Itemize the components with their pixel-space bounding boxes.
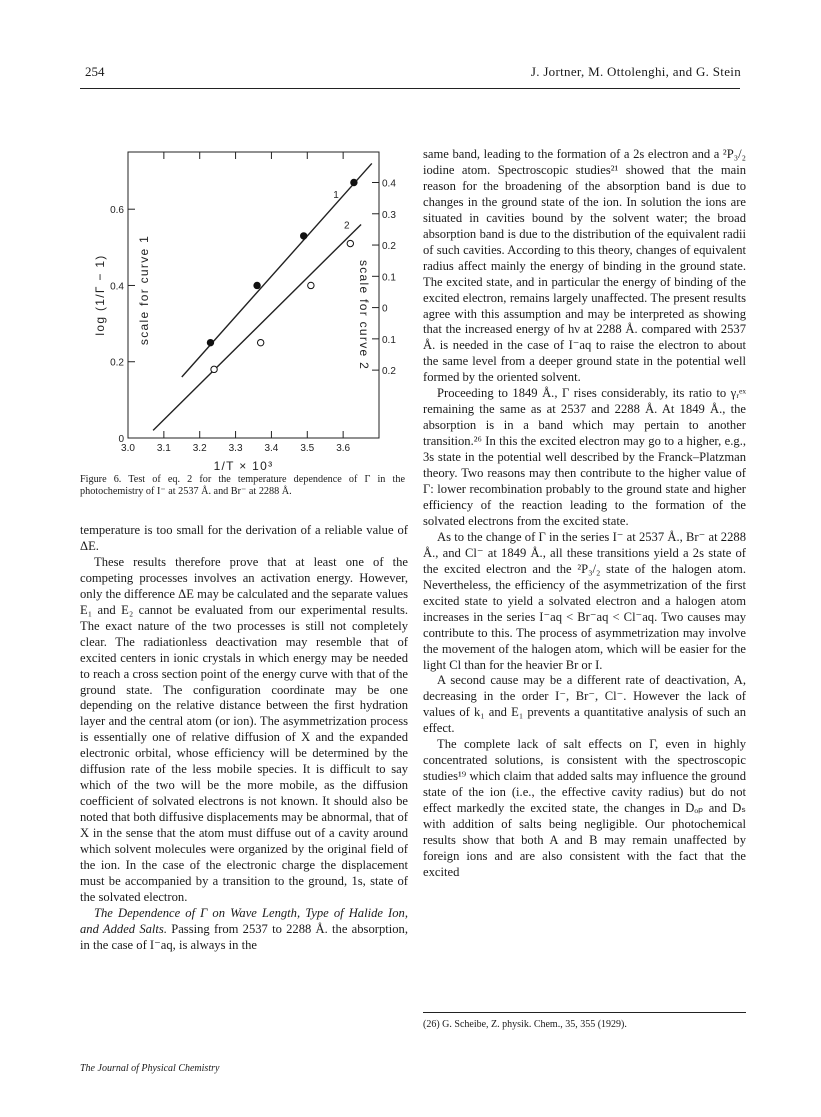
paragraph: Proceeding to 1849 Å., Γ rises considerably, its ratio to γᵣᵉˣ remaining the same as at 2537 and 2288 Å. At 1849 Å., the absorption is in a band which may pertain to another transition.²⁶ In this the excited electron may go to a higher, e.g., 3s state in the potential well described by the Franck–Platzman theory. Two reasons may then contribute to the higher value of Γ: lower recombination probably to the ground state and higher efficiency of the reaction leading to the formation of the solvated electrons from the excited state.: [423, 386, 746, 528]
y-tick-label: 0.4: [110, 281, 124, 293]
right-tick-label: 0: [382, 303, 388, 315]
page-number: 254: [85, 64, 105, 79]
right-tick-label: 0.2: [382, 241, 396, 253]
curve1-scale-label: scale for curve 1: [137, 234, 151, 346]
plot-frame: [128, 152, 379, 438]
x-tick-label: 3.3: [228, 443, 243, 454]
y-tick-label: 0: [118, 434, 124, 445]
right-tick-label: 0.4: [382, 178, 396, 190]
data-point-2: [347, 240, 353, 246]
journal-footer: The Journal of Physical Chemistry: [80, 1063, 220, 1074]
data-point-1: [254, 282, 260, 288]
x-tick-label: 3.2: [192, 443, 207, 454]
caption-label: Figure 6.: [80, 474, 122, 485]
curve2-scale-label: scale for curve 2: [357, 259, 371, 371]
right-column: [423, 147, 746, 881]
paragraph: A second cause may be a different rate of deactivation, A, decreasing in the order I⁻, Br⁻, Cl⁻. However the lack of values of k₁ and E₁ prevents a quantitative analysis of such an effect.: [423, 673, 746, 736]
right-tick-label: 0.2: [382, 366, 396, 378]
paragraph: As to the change of Γ in the series I⁻ at 2537 Å., Br⁻ at 2288 Å., and Cl⁻ at 1849 Å., all these transitions yield a 2s state of the excited electron and the ²P₃/₂ state of the halogen atom. Nevertheless, the efficiency of the asymmetrization of the first excited state to yield a solvated electron and a halogen atom increases in the series I⁻aq < Br⁻aq < Cl⁻aq. Two causes may contribute to this. The process of asymmetrization may involve the movement of the halogen atom, which will be easier for the light Cl than for the heavier Br or I.: [423, 529, 746, 672]
data-point-1: [351, 179, 357, 185]
x-axis-label: 1/T × 10³: [213, 459, 274, 473]
paragraph: temperature is too small for the derivation of a reliable value of ΔE.: [80, 523, 408, 553]
x-tick-label: 3.0: [121, 443, 135, 454]
fit-line-2: [153, 224, 361, 430]
paragraph: The complete lack of salt effects on Γ, even in highly concentrated solutions, is consistent with the spectroscopic studies¹⁹ which claim that added salts may influence the ground state of the ion (i.e., the effective cavity radius) but do not effect markedly the excited state, the changes in Dₒₚ and Dₛ with addition of salts being negligible. Our photochemical results show that both A and B may remain unaffected by foreign ions and are also consistent with the fact that the excited: [423, 737, 746, 879]
figure-6-chart: [80, 140, 405, 475]
x-tick-label: 3.1: [156, 443, 171, 454]
y-tick-label: 0.6: [110, 205, 124, 217]
paragraph: These results therefore prove that at least one of the competing processes involves an activation energy. However, only the difference ΔE may be calculated and the separate values E₁ and E₂ cannot be evaluated from our experimental results. The exact nature of the two processes is still not completely clear. The radiationless deactivation may resemble that of excited centers in ionic crystals in which energy may be needed to reach a cross section point of the energy curve with that of the ground state. The configuration coordinate may be one depending on the relative distance between the first hydration layer and the central atom (or ion). The asymmetrization process is essentially one of relative diffusion of X and the expanded electronic orbital, whose efficiency will be determined by the diffusion rate of the less mobile species. It is difficult to say which of the two will be the more mobile, as the diffusion coefficient of solvated electrons is not known. It should also be noted that both diffusive displacements may be abnormal, that of X in the sense that the atom must diffuse out of a cavity around which solvent molecules were organized by the original field of the ion. In the case of the electronic charge the displacement must be accompanied by a transition to the ground, 1s, state of the solvated electron.: [80, 554, 408, 904]
data-point-2: [257, 339, 263, 345]
running-head: J. Jortner, M. Ottolenghi, and G. Stein: [530, 64, 741, 79]
y-tick-label: 0.2: [110, 357, 124, 369]
footnote-rule: [423, 1012, 746, 1013]
series-label-1: 1: [333, 189, 339, 201]
data-point-2: [211, 366, 217, 372]
section-heading: The Dependence of Γ on Wave Length, Type of Halide Ion, and Added Salts.: [80, 905, 408, 936]
y-axis-label: log (1/Γ − 1): [93, 254, 107, 336]
x-tick-label: 3.5: [300, 443, 315, 454]
x-tick-label: 3.6: [336, 443, 351, 454]
data-point-1: [207, 339, 213, 345]
caption-text: Test of eq. 2 for the temperature dependence of Γ in the photochemistry of I⁻ at 2537 Å. and Br⁻ at 2288 Å.: [80, 474, 405, 498]
right-tick-label: 0.3: [382, 209, 396, 221]
right-tick-label: 0.1: [382, 334, 396, 346]
x-tick-label: 3.4: [264, 443, 279, 454]
paragraph: same band, leading to the formation of a 2s electron and a ²P₃/₂ iodine atom. Spectroscopic studies²¹ showed that the main reason for the broadening of the absorption band is due to changes in the ground state of the ion. In solution the ions are situated in cavities bound by the solvent water; the broad absorption band is due to the distribution of the equivalent radii of such cavities. According to this theory, changes of equivalent radius affect mainly the energy of binding in the ground state. The excited state, and in particular the energy of binding of the excited electron, remains largely unaffected. The present results agree with this assumption and may be interpreted as showing that the increased energy of hν at 2288 Å. compared with 2537 Å. is needed in the case of I⁻aq to raise the electron to about the same level from a deeper ground state in the potential well formed by the oriented solvent.: [423, 147, 746, 385]
header-rule: [80, 88, 740, 89]
right-tick-label: 0.1: [382, 272, 396, 284]
series-label-2: 2: [343, 220, 350, 232]
data-point-2: [308, 282, 314, 288]
left-column: [80, 523, 408, 954]
paragraph: [80, 906, 408, 954]
figure-caption: [80, 474, 405, 499]
data-point-1: [301, 233, 307, 239]
footnote: (26) G. Scheibe, Z. physik. Chem., 35, 355 (1929).: [423, 1019, 627, 1030]
paragraph-text: Passing from 2537 to 2288 Å. the absorption, in the case of I⁻aq, is always in the: [80, 921, 408, 952]
